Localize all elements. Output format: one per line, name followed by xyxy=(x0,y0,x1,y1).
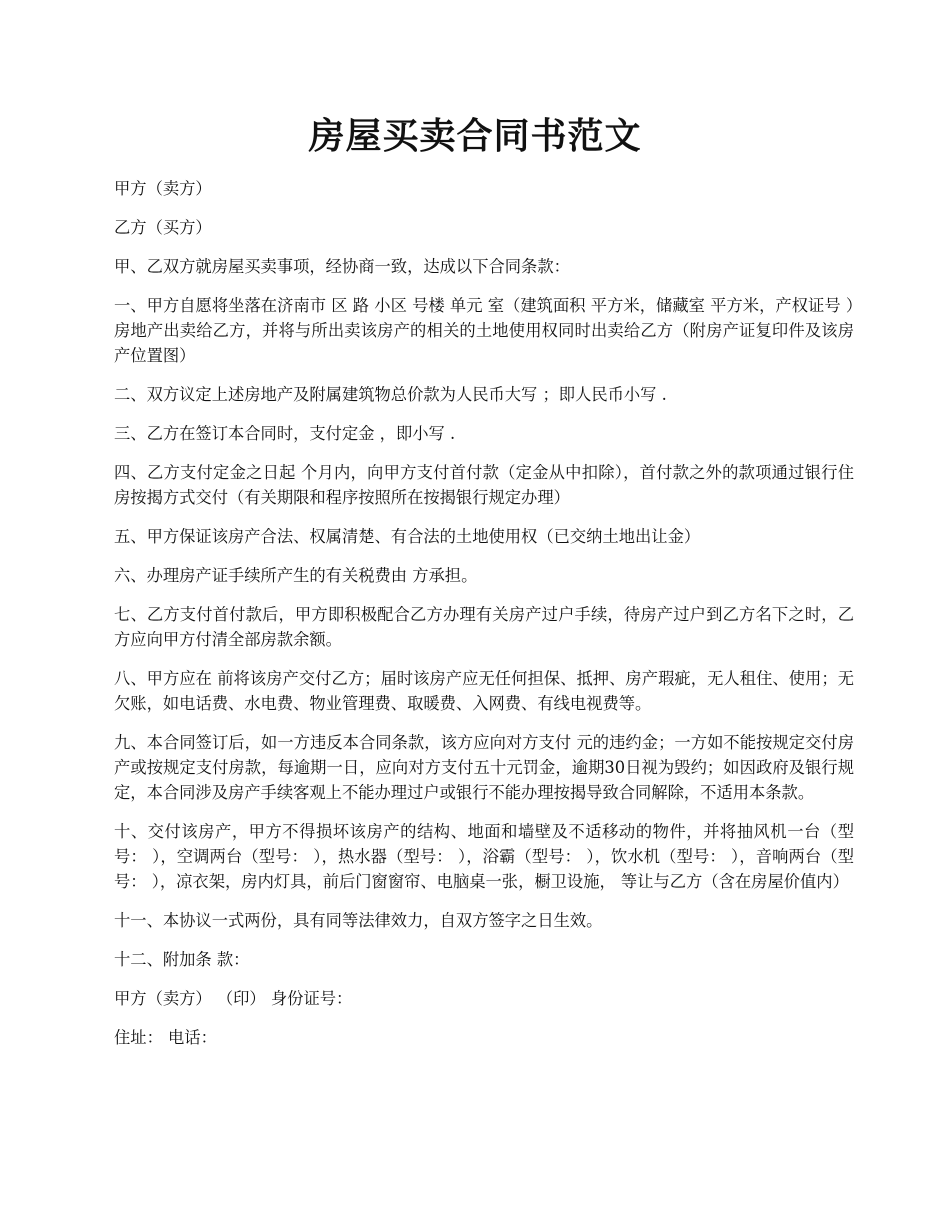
document-title: 房屋买卖合同书范文 xyxy=(308,115,642,157)
clause-9: 九、本合同签订后，如一方违反本合同条款，该方应向对方支付 元的违约金；一方如不能按规定交付房产或按规定支付房款，每逾期一日，应向对方支付五十元罚金，逾期30日视为毁约；如因政府及银行规定，本合同涉及房产手续客观上不能办理过户或银行不能办理按揭导致合同解除，不适用本条款。 xyxy=(114,733,854,802)
clause-6: 六、办理房产证手续所产生的有关税费由 方承担。 xyxy=(114,566,478,585)
preamble-paragraph: 甲、乙双方就房屋买卖事项，经协商一致，达成以下合同条款： xyxy=(114,257,570,276)
clause-7: 七、乙方支付首付款后，甲方即积极配合乙方办理有关房产过户手续，待房产过户到乙方名下之时，乙方应向甲方付清全部房款余额。 xyxy=(114,605,854,649)
clause-1: 一、甲方自愿将坐落在济南市 区 路 小区 号楼 单元 室（建筑面积 平方米，储藏室 平方米，产权证号 ）房地产出卖给乙方，并将与所出卖该房产的相关的土地使用权同时出卖给乙方（附房产证复印件及该房产位置图） xyxy=(114,296,854,365)
clause-5: 五、甲方保证该房产合法、权属清楚、有合法的土地使用权（已交纳土地出让金） xyxy=(114,527,701,546)
clause-2: 二、双方议定上述房地产及附属建筑物总价款为人民币大写 ；即人民币小写 . xyxy=(114,385,667,404)
document-body xyxy=(114,176,854,1064)
clause-11: 十一、本协议一式两份，具有同等法律效力，自双方签字之日生效。 xyxy=(114,911,603,930)
clause-12: 十二、附加条 款： xyxy=(114,950,250,969)
clause-3: 三、乙方在签订本合同时，支付定金 ，即小写 . xyxy=(114,424,456,443)
seller-signature-line: 甲方（卖方） （印） 身份证号： xyxy=(114,989,353,1008)
party-b-line: 乙方（买方） xyxy=(114,218,212,237)
seller-address-line: 住址： 电话： xyxy=(114,1028,217,1047)
clause-4: 四、乙方支付定金之日起 个月内，向甲方支付首付款（定金从中扣除），首付款之外的款项通过银行住房按揭方式交付（有关期限和程序按照所在按揭银行规定办理） xyxy=(114,463,854,507)
clause-8: 八、甲方应在 前将该房产交付乙方；届时该房产应无任何担保、抵押、房产瑕疵，无人租住、使用；无欠账，如电话费、水电费、物业管理费、取暖费、入网费、有线电视费等。 xyxy=(114,669,854,713)
party-a-line: 甲方（卖方） xyxy=(114,179,212,198)
clause-10: 十、交付该房产，甲方不得损坏该房产的结构、地面和墙壁及不适移动的物件，并将抽风机一台（型号： ），空调两台（型号： ），热水器（型号： ），浴霸（型号： ），饮水机（型号： ），音响两台（型号： ），凉衣架，房内灯具，前后门窗窗帘、电脑桌一张，橱卫设施， 等让与乙方（含在房屋价值内） xyxy=(114,822,854,891)
